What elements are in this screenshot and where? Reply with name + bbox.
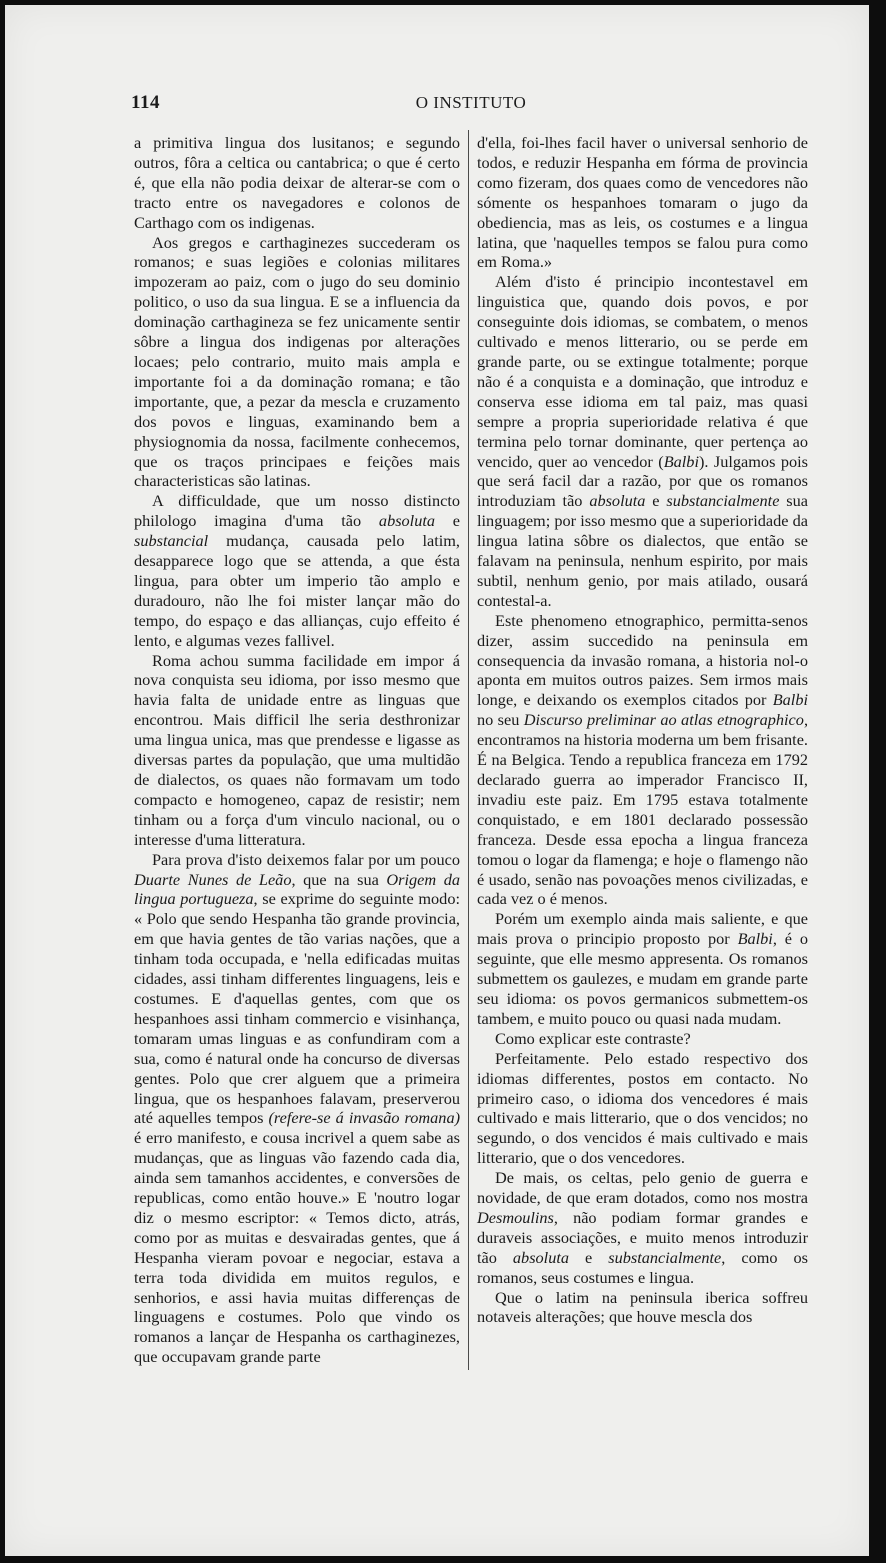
text-run: Aos gregos e carthaginezes succederam os romanos; e suas legiões e colonias militares impozeram ao paiz, com o jugo do seu dominio politico, o uso da sua lingua. E se a influencia da dominação carthagineza se fez unicamente sentir sôbre a lingua dos indigenas por alterações locaes; pelo contrario, muito mais ampla e importante foi a da dominação romana; e tão importante, que, a pezar da mescla e cruzamento dos povos e linguas, examinando bem a physiognomia da nossa, facilmente conhecemos, que os traços principaes e feições mais characteristicas são latinas. [134,232,460,491]
text-run: Este phenomeno etnographico, permitta-senos dizer, assim succedido na peninsula em consequencia da invasão romana, a historia nol-o aponta em muitos outros paizes. Sem irmos mais longe, e deixando os exemplos citados por [477,610,808,710]
text-run: é erro manifesto, e cousa incrivel a quem sabe as mudanças, que as linguas vão fazendo cada dia, ainda sem tamanhos accidentes, e conversões de republicas, como então houve.» E 'noutro logar diz o mesmo escriptor: « Temos dicto, atrás, como por as muitas e desvairadas gentes, que á Hespanha vieram povoar e negociar, estava a terra toda dividida em muitos regulos, e senhorios, e assi havia muitas differenças de linguagens e costumes. Polo que vindo os romanos a lançar de Hespanha os carthaginezes, que occupavam grande parte [134,1128,460,1367]
paragraph [477,1168,808,1287]
text-run: Roma achou summa facilidade em impor á nova conquista seu idioma, por isso mesmo que havia falta de unidade entre as linguas que encontrou. Mais difficil lhe seria desthronizar uma lingua unica, mas que prendesse e ligasse as diversas partes da população, que uma multidão de dialectos, os quaes não formavam um todo compacto e homogeneo, capaz de resistir; nem tinham ou a força d'um vinculo nacional, ou o interesse d'uma litteratura. [134,650,460,849]
italic-text: Discurso preliminar ao atlas etnographico [523,710,804,730]
text-run: Como explicar este contraste? [495,1028,691,1048]
running-title: O INSTITUTO [415,93,527,112]
text-run: , se exprime do seguinte modo: « Polo que sendo Hespanha tão grande provincia, em que havia gentes de tão varias nações, que a tinham toda occupada, e 'nella edificadas muitas cidades, assi tinham differentes linguagens, leis e costumes. E d'aquellas gentes, com que os hespanhoes assi tinham commercio e visinhança, tomaram umas linguas e as confundiram com a sua, como é natural onde ha concurso de diversas gentes. Polo que crer alguem que a primeira lingua, que os hespanhoes falavam, preserverou até aquelles tempos [134,889,460,1128]
italic-text: substancialmente [666,491,780,511]
paragraph [477,1288,808,1328]
text-run: e [645,491,667,511]
italic-text: Balbi [772,690,808,710]
paragraph [134,133,460,233]
paragraph [477,611,808,910]
left-column [134,133,460,1367]
paragraph [477,133,808,272]
italic-text: (refere-se á invasão romana) [268,1108,461,1128]
text-run: Além d'isto é principio incontestavel em linguistica que, quando dois povos, e por conseguinte dois idiomas, se combatem, o menos cultivado e menos litterario, ou se perde em grande parte, ou se extingue totalmente; porque não é a conquista e a dominação, que introduz e conserva esse idioma em tal paiz, mas quasi sempre a propria superioridade relativa é que termina pelo tornar dominante, quer pertença ao vencido, quer ao vencedor ( [477,272,808,471]
paragraph [134,233,460,492]
text-run: , é o seguinte, que elle mesmo appresenta. Os romanos submettem os gaulezes, e mudam em grande parte seu idioma: os povos germanicos submettem-os tambem, e muito pouco ou quasi nada mudam. [477,929,808,1028]
paragraph [477,1049,808,1168]
text-run: e [569,1247,609,1267]
text-run: Para prova d'isto deixemos falar por um pouco [152,849,460,869]
text-run: sua linguagem; por isso mesmo que a superioridade da lingua latina sôbre os dialectos, que então se falavam na peninsula, nenhum espirito, por mais subtil, nenhum genio, por mais atilado, ousará contestal-a. [477,491,808,610]
text-run: , encontramos na historia moderna um bem frisante. É na Belgica. Tendo a republica franceza em 1792 declarado guerra ao imperador Francisco II, invadiu este paiz. Em 1795 estava totalmente conquistado, e em 1801 declarado possessão franceza. Desde essa epocha a lingua franceza tomou o logar da flamenga; e hoje o flamengo não é usado, senão nas povoações menos civilizadas, e cada vez o é menos. [477,710,809,909]
text-run: , não podiam formar grandes e duraveis associações, e muito menos introduzir tão [477,1207,808,1267]
right-column [477,133,808,1327]
paragraph [477,1029,808,1049]
page-number: 114 [131,92,160,113]
italic-text: substancial [134,531,209,551]
column-divider [468,130,469,1370]
italic-text: substancialmente [608,1247,722,1267]
paragraph [134,491,460,650]
italic-text: Balbi [737,929,773,949]
text-run: no seu [477,710,524,730]
italic-text: absoluta [378,511,436,531]
italic-text: Desmoulins [477,1207,554,1227]
text-run: d'ella, foi-lhes facil haver o universal senhorio de todos, e reduzir Hespanha em fórma de provincia como fizeram, dos quaes como de vencedores não sómente os hespanhoes tomaram o jugo da obediencia, mas as leis, os costumes e a lingua latina, que 'naquelles tempos se falou pura como em Roma.» [477,133,808,272]
paragraph [134,651,460,850]
text-run: ). Julgamos pois que será facil dar a razão, por que os romanos introduziam tão [477,451,808,511]
text-run: a primitiva lingua dos lusitanos; e segundo outros, fôra a celtica ou cantabrica; o que é certo é, que ella não podia deixar de alterar-se com o tracto entre os navegadores e colonos de Carthago com os indigenas. [134,133,460,232]
text-run: De mais, os celtas, pelo genio de guerra e novidade, de que eram dotados, como nos mostra [477,1168,808,1208]
paragraph [477,272,808,610]
text-run: Porém um exemplo ainda mais saliente, e que mais prova o principio proposto por [477,909,808,949]
italic-text: absoluta [512,1247,569,1267]
page-header [131,92,811,114]
text-run: e [435,511,461,531]
text-run: mudança, causada pelo latim, desapparece logo que se attenda, a que ésta lingua, para obter um imperio tão amplo e duradouro, não lhe foi mister lançar mão do tempo, do espaço e das allianças, cujo effeito é lento, e algumas vezes fallivel. [134,531,460,650]
text-run: Perfeitamente. Pelo estado respectivo dos idiomas differentes, postos em contacto. No primeiro caso, o idioma dos vencedores é mais cultivado e mais litterario, que o dos vencidos; no segundo, o dos vencidos é mais cultivado e mais litterario, que o dos vencedores. [477,1048,808,1168]
paragraph [477,909,808,1028]
text-run: A difficuldade, que um nosso distincto philologo imagina d'uma tão [134,491,460,531]
italic-text: Balbi [663,451,699,471]
text-run: Que o latim na peninsula iberica soffreu notaveis alterações; que houve mescla dos [477,1287,808,1327]
text-run: , como os romanos, seus costumes e lingua. [477,1247,809,1287]
paragraph [134,850,460,1368]
italic-text: Origem da lingua portugueza [134,869,460,909]
italic-text: absoluta [589,491,646,511]
italic-text: Duarte Nunes de Leão [134,869,292,889]
text-run: , que na sua [291,869,387,889]
